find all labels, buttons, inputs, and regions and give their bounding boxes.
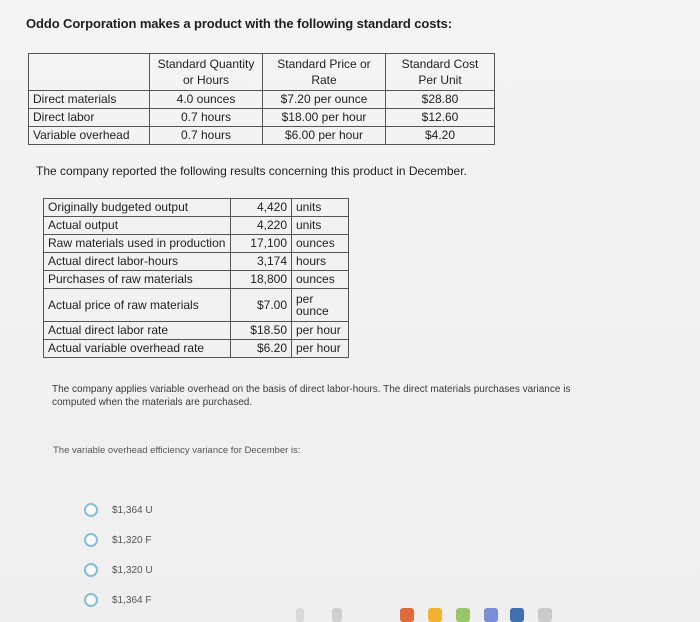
- result-value: 17,100: [231, 235, 292, 253]
- result-value: $18.50: [231, 322, 292, 340]
- row-price: $18.00 per hour: [263, 109, 386, 127]
- table-row: [29, 109, 495, 127]
- result-unit: ounces: [292, 271, 349, 289]
- actual-results-table: [43, 198, 349, 358]
- row-label: Direct labor: [29, 109, 150, 127]
- app-icon[interactable]: [538, 608, 552, 622]
- answer-label: $1,320 U: [112, 564, 153, 576]
- result-unit: per hour: [292, 322, 349, 340]
- answer-option[interactable]: [84, 525, 153, 555]
- result-label: Actual direct labor-hours: [44, 253, 231, 271]
- taskbar-strip: [0, 604, 700, 622]
- row-cost: $28.80: [386, 91, 495, 109]
- result-value: $6.20: [231, 340, 292, 358]
- row-price: $7.20 per ounce: [263, 91, 386, 109]
- result-value: 4,420: [231, 199, 292, 217]
- table-row: [29, 91, 495, 109]
- row-price: $6.00 per hour: [263, 127, 386, 145]
- row-qty: 0.7 hours: [150, 109, 263, 127]
- result-value: 3,174: [231, 253, 292, 271]
- result-value: 18,800: [231, 271, 292, 289]
- result-label: Actual output: [44, 217, 231, 235]
- results-intro-text: The company reported the following results concerning this product in December.: [36, 164, 467, 178]
- result-label: Actual direct labor rate: [44, 322, 231, 340]
- result-label: Purchases of raw materials: [44, 271, 231, 289]
- table-row: [44, 253, 349, 271]
- answer-option[interactable]: [84, 495, 153, 525]
- row-cost: $4.20: [386, 127, 495, 145]
- question-text: The variable overhead efficiency variance for December is:: [53, 445, 301, 456]
- answer-label: $1,364 F: [112, 594, 152, 606]
- table-row: [29, 127, 495, 145]
- table-row: [44, 217, 349, 235]
- table-row: [44, 235, 349, 253]
- row-cost: $12.60: [386, 109, 495, 127]
- app-icon[interactable]: [484, 608, 498, 622]
- table-row: [44, 289, 349, 322]
- result-unit-line-2: ounce: [296, 304, 329, 318]
- result-unit: per hour: [292, 340, 349, 358]
- result-unit: [292, 289, 349, 322]
- result-unit: units: [292, 199, 349, 217]
- table-header-row: [29, 54, 495, 91]
- standard-costs-table: [28, 53, 495, 145]
- row-label: Direct materials: [29, 91, 150, 109]
- header-standard-cost: Standard Cost Per Unit: [386, 54, 495, 91]
- header-standard-quantity: Standard Quantity or Hours: [150, 54, 263, 91]
- result-label: Actual price of raw materials: [44, 289, 231, 322]
- header-empty: [29, 54, 150, 91]
- note-text: The company applies variable overhead on the basis of direct labor-hours. The direct materials purchases variance is computed when the materials are purchased.: [52, 384, 571, 408]
- result-label: Originally budgeted output: [44, 199, 231, 217]
- app-icon[interactable]: [400, 608, 414, 622]
- result-label: Raw materials used in production: [44, 235, 231, 253]
- table-row: [44, 340, 349, 358]
- radio-button[interactable]: [84, 503, 98, 517]
- app-icon[interactable]: [510, 608, 524, 622]
- app-icon[interactable]: [296, 608, 304, 622]
- answer-options: [84, 495, 153, 615]
- row-qty: 4.0 ounces: [150, 91, 263, 109]
- intro-text: Oddo Corporation makes a product with the following standard costs:: [26, 16, 452, 31]
- result-unit: hours: [292, 253, 349, 271]
- table-row: [44, 271, 349, 289]
- radio-button[interactable]: [84, 533, 98, 547]
- row-label: Variable overhead: [29, 127, 150, 145]
- answer-label: $1,320 F: [112, 534, 152, 546]
- radio-button[interactable]: [84, 563, 98, 577]
- answer-label: $1,364 U: [112, 504, 153, 516]
- table-row: [44, 199, 349, 217]
- result-value: $7.00: [231, 289, 292, 322]
- header-standard-price: Standard Price or Rate: [263, 54, 386, 91]
- app-icon[interactable]: [428, 608, 442, 622]
- result-value: 4,220: [231, 217, 292, 235]
- result-unit: units: [292, 217, 349, 235]
- result-unit-line-1: per: [296, 292, 314, 306]
- app-icon[interactable]: [332, 608, 342, 622]
- result-unit: ounces: [292, 235, 349, 253]
- answer-option[interactable]: [84, 555, 153, 585]
- result-label: Actual variable overhead rate: [44, 340, 231, 358]
- table-row: [44, 322, 349, 340]
- row-qty: 0.7 hours: [150, 127, 263, 145]
- app-icon[interactable]: [456, 608, 470, 622]
